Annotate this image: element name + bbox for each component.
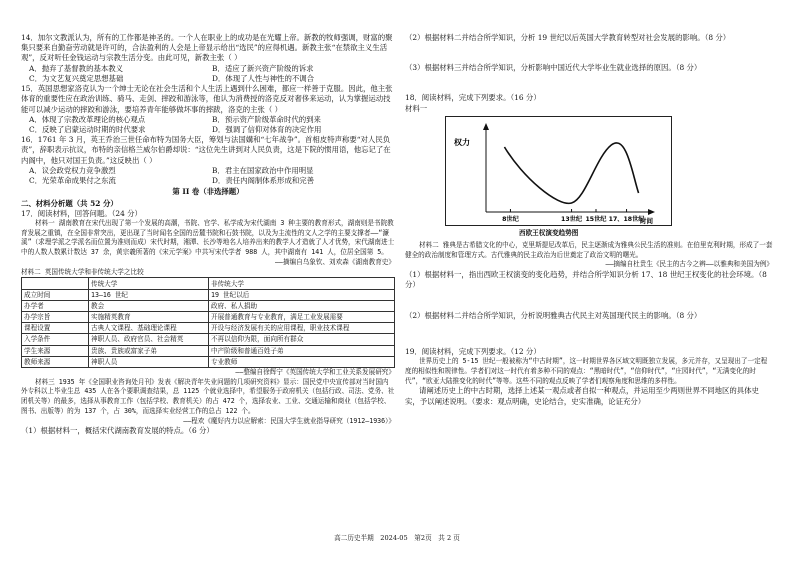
q16-option-c: C．光荣革命成果付之东流 [29, 176, 116, 186]
y-axis-label: 权力 [454, 137, 470, 147]
y-axis-arrow [483, 123, 489, 130]
comparison-table [21, 277, 395, 368]
table-cell: 开设与经济发展有关的应用课程，职业技术课程 [209, 323, 395, 334]
q16-option-d: D．责任内阁制体系形成和完善 [212, 176, 315, 186]
q17-material1: 材料一 湖南教育在宋代出现了第一个发展的高潮，书院、官学、私学成为宋代湖南 3 种主要的教育形式，湖南则是书院教育发展之重镇，在全国非常突出，更出现了当时闻名全国的岳麓书院和石鼓书院，以及为主流性的文人之学的主要支撑者——“濂溪”（求理学派之学派名而位置为准则而成）宋代时期，湘潭、长沙等地名人培养出来的教学人才造就了人才优势，宋代湖南进士中的人数人数累计数达 37 余，黄宗羲所著的《宋元学案》中共写宋代学者 988 人，其中湖南有 141 人，位居全国第 5。 [21, 218, 395, 257]
q17-table-title: 材料二 英国传统大学和非传统大学之比较 [21, 267, 144, 276]
table-cell: 教师来源 [22, 356, 89, 367]
q18-material1-label: 材料一 [405, 103, 428, 113]
table-header-cell: 非传统大学 [209, 278, 395, 289]
q15-option-b: B．预示资产阶级革命时代的到来 [212, 114, 321, 124]
q14-options [21, 64, 395, 84]
q17-sub2: （2）根据材料二并结合所学知识，分析 19 世纪以后英国大学教育转型对社会发展的影响。（8 分） [405, 33, 731, 42]
left-column [21, 33, 395, 437]
x-tick-label: 13世纪 [561, 215, 583, 223]
table-cell: 成立时间 [22, 289, 89, 300]
q15-option-c: C．反映了启蒙运动时期的时代要求 [29, 124, 146, 134]
q17-material3: 材料三 1935 年《全国职业咨询处月刊》发表《解决青年失业问题的几项研究资料》显示：国民党中央宣传部对当时国内外专科以上毕业生总 435 人在各个要职调查结果，总 1125 个就业选择中，希望服务于政府机关（包括行政、司法、党务、社团机关等）的最多，选择从事教育工作（包括学校、教育机关）的占 472 个，选择农业、工业、交通运输和商业（包括学校、图书、出版等）的为 137 个，占 30%，而选择实业经营工作的总占 122 个。 [21, 377, 395, 415]
table-cell: 中产阶级和普通百姓子弟 [209, 345, 395, 356]
table-cell: 办学宗旨 [22, 312, 89, 323]
q19-task: 请阐述历史上的中古时期，选择上述某一观点或者自拟一种观点，并运用至少两则世界不同地区的具体史实，予以阐述说明。（要求：观点明确，史论结合，史实准确，论证充分） [405, 386, 759, 406]
q19-title: 19．阅读材料，完成下列要求。（12 分） [405, 346, 541, 356]
q15-option-d: D．强调了信仰对体育的决定作用 [212, 124, 322, 134]
table-cell: 教会 [89, 300, 209, 311]
table-cell: 实施精英教育 [89, 312, 209, 323]
q16-option-a: A．议会政党权力竞争激烈 [29, 165, 116, 175]
table-cell: 开展普通教育与专业教育，满足工业发展需要 [209, 312, 395, 323]
table-cell: 办学者 [22, 300, 89, 311]
x-axis-arrow [648, 209, 655, 215]
right-column [405, 33, 773, 407]
x-tick-label: 15世纪 [585, 215, 607, 223]
table-row [22, 356, 395, 367]
chart-svg [446, 117, 671, 225]
table-cell: 课程设置 [22, 323, 89, 334]
x-ticks [502, 209, 645, 223]
part-title: 二、材料分析题（共 52 分） [21, 198, 118, 208]
table-row [22, 323, 395, 334]
q16-stem: 16．1761 年 3 月，英王乔治三世任命布特为国务大臣，筹划与法国媾和“七年战争”。首相皮特声称要“对人民负责”，辞职表示抗议，布特的亲信格兰威尔伯爵却说：“这位先生讲到对人民负责，这是下院的惯用语，他忘记了在内阁中，他只对国王负责。”这反映出（ ） [21, 135, 391, 165]
q17-material3-source: ——程欢《魔好内力以应解索：民国大学生就业指导研究（1912—1936）》 [183, 416, 395, 425]
q14-stem: 14．加尔文教派认为，所有的工作都是神圣的。一个人在职业上的成功是在光耀上帝。新教的牧师强调，财富的聚集只要来自勤奋劳动就是许可的，合法盈利的人会是上帝显示给出“选民”的应得机遇。新教主张“在禁欲主义生活观”，反对听任金钱运动与宗教生活分变。由此可见，新教主张（ ） [21, 33, 393, 63]
q19-material: 世界历史上的 5-15 世纪一般被称为“中古时期”，这一时期世界各区域文明既独立发展，多元并存，又呈现出了一定程度的相似性和规律性。学者们对这一时代有着多种不同的观点：“黑暗时代”，“信仰时代”，“庄园时代”，“无满变化的时代”，“欧亚大陆推变化的时代”等等。这些不同的观点反映了学者们观察角度和思维的多样性。 [405, 357, 768, 385]
table-cell: 贵族、贵族或富家子弟 [89, 345, 209, 356]
table-row [22, 312, 395, 323]
q18-sub2: （2）根据材料二并结合所学知识，分析说明雅典古代民主对英国现代民主的影响。（8 分） [405, 310, 702, 320]
q14-option-c: C．为文艺复兴奠定思想基础 [29, 73, 124, 83]
table-row [22, 345, 395, 356]
table-cell: 学生来源 [22, 345, 89, 356]
q17-sub3: （3）根据材料三并结合所学知识，分析影响中国近代大学毕业生就业选择的原因。（8 分） [405, 63, 702, 73]
q18-title: 18．阅读材料，完成下列要求。（16 分） [405, 93, 541, 103]
table-header-row [22, 278, 395, 289]
q14-option-a: A．抛弃了基督教的基本教义 [29, 63, 124, 73]
table-cell: 古典人文课程、基础理论课程 [89, 323, 209, 334]
q17-material1-source: ——摘编自乌象钦、刘欢森《湖南教育史》 [274, 257, 395, 266]
x-tick-label: 17、18世纪 [608, 215, 645, 223]
q17-sub1: （1）根据材料一，概括宋代湖南教育发展的特点。（6 分） [21, 426, 214, 436]
q15-stem: 15．英国思想家洛克认为一个绅士无论在社会生活和个人生活上遇到什么困难，都应一样善于克服。因此，他主张体育的重要性应在政治训练、骑马、走剑、摔跤和游泳等，他认为消费授的洛克反对奢侈来运动，认为掌握运动技能可以减少运动的摔跤和游泳，要培养青年能够做坏事的摔跋，洛克的主张（ ） [21, 84, 393, 114]
q16-option-b: B．君主在国家政治中作用明显 [212, 165, 314, 175]
table-cell: 不再以信仰为限，面向所有群众 [209, 334, 395, 345]
chart-caption: 西欧王权演变趋势图 [519, 228, 579, 237]
table-cell: 13—16 世纪 [89, 289, 209, 300]
table-cell: 政府、私人捐助 [209, 300, 395, 311]
power-trend-line [504, 143, 638, 203]
q15-options [21, 115, 395, 135]
q16-options [21, 166, 395, 186]
table-header-cell [22, 278, 89, 289]
table-cell: 神职人员 [89, 356, 209, 367]
table-cell: 19 世纪以后 [209, 289, 395, 300]
page-footer: 高二历史半期 2024-05 第2页 共 2 页 [334, 534, 460, 542]
q17-material2-source: ——整编自徐辉宁《英国传统大学和工业关系发展研究》 [235, 367, 395, 376]
x-axis-label: 时间 [640, 216, 653, 225]
table-cell: 神职人员、政府官员、社会精英 [89, 334, 209, 345]
table-row [22, 289, 395, 300]
q15-option-a: A．体现了宗教改革理论的核心观点 [29, 114, 146, 124]
section-title: 第 II 卷（非选择题） [172, 187, 244, 197]
table-cell: 专业教师 [209, 356, 395, 367]
q14-option-b: B．适应了新兴资产阶级的诉求 [212, 63, 314, 73]
table-row [22, 334, 395, 345]
table-row [22, 300, 395, 311]
table-cell: 入学条件 [22, 334, 89, 345]
q18-sub1: （1）根据材料一，指出西欧王权演变的变化趋势，并结合所学知识分析 17、18 世纪王权变化的社会环境。（8 分） [405, 270, 767, 290]
power-trend-chart [445, 116, 672, 226]
q14-option-d: D．体现了人性与神性的不调合 [212, 73, 315, 83]
q18-material2-source: ——摘编自杜贵生《民主的古今之辨——以雅典和美国为例》 [605, 260, 773, 269]
q18-material2: 材料二 雅典是古希腊文化的中心，克里斯提尼改革后，民主逐渐成为雅典公民生活的准则。在伯里克利时期，形成了一套健全的政治制度和管理方式。古代雅典的民主政治为后世奠定了政治文明的曙光。 [405, 240, 773, 259]
table-header-cell: 传统大学 [89, 278, 209, 289]
x-tick-label: 8世纪 [502, 215, 519, 223]
q17-title: 17．阅读材料，回答问题。（24 分） [21, 208, 142, 218]
